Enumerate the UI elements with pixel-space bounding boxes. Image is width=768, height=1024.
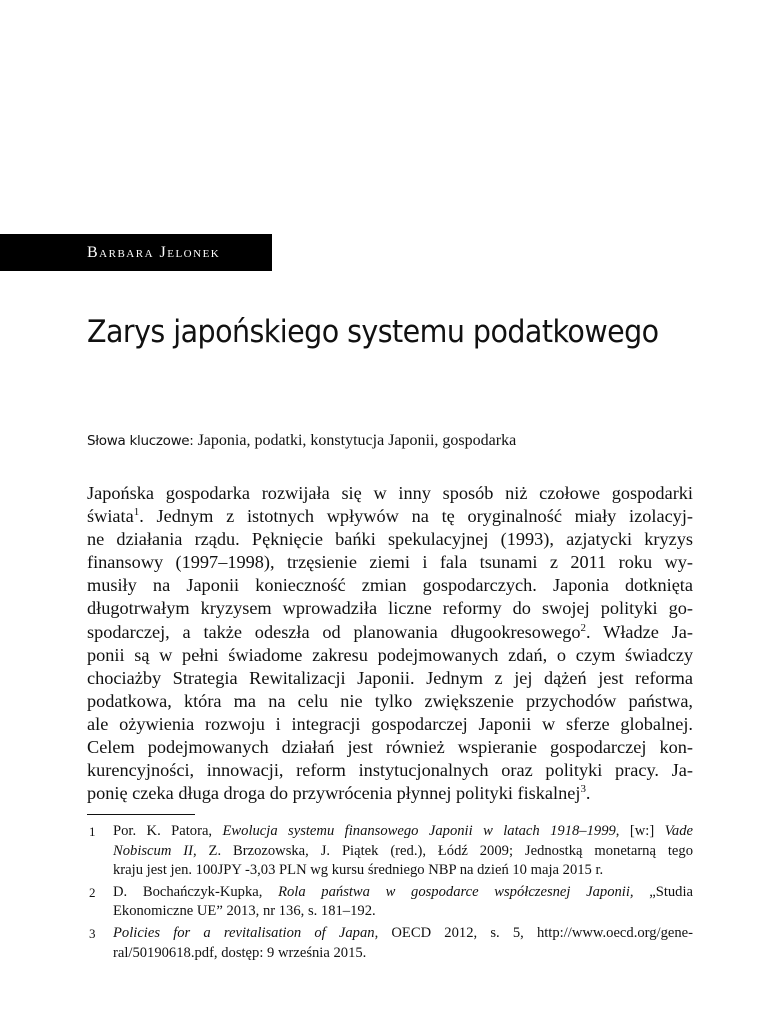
author-banner bbox=[0, 234, 272, 271]
footnote-ref: 2 bbox=[580, 621, 587, 634]
footnote-line: kraju jest jen. 100JPY -3,03 PLN wg kursu średniego NBP na dzień 10 maja 2015 r. bbox=[113, 862, 604, 879]
footnote bbox=[87, 883, 693, 922]
footnote-line: ral/50190618.pdf, dostęp: 9 września 2015. bbox=[113, 944, 367, 961]
footnote-ref: 3 bbox=[580, 783, 586, 796]
author-name: Barbara Jelonek bbox=[87, 243, 221, 261]
footnote-title: Vade bbox=[664, 823, 693, 839]
footnote-line bbox=[113, 924, 693, 944]
body-text-run: . bbox=[585, 783, 591, 804]
footnote-text: , Z. Brzozowska, J. Piątek (red.), Łódź 2009; Jednostką monetarną tego bbox=[193, 842, 693, 859]
keywords bbox=[87, 430, 707, 452]
body-text-run: spodarczej, a także odeszła od planowania długookresowego bbox=[87, 621, 581, 642]
body-line bbox=[87, 782, 693, 805]
footnote-text: , [w:] bbox=[615, 823, 665, 839]
footnotes bbox=[87, 822, 693, 965]
footnote-number: 3 bbox=[89, 925, 96, 941]
footnote-divider bbox=[87, 814, 195, 815]
body-line: podatkowa, która ma na celu nie tylko zwiększenie przychodów państwa, bbox=[87, 690, 693, 711]
body-line: finansowy (1997–1998), trzęsienie ziemi i fala tsunami z 2011 roku wy- bbox=[87, 552, 693, 573]
footnote-title: Nobiscum II bbox=[113, 842, 193, 859]
keywords-label: Słowa kluczowe: bbox=[87, 433, 194, 449]
footnote-text: Por. K. Patora, bbox=[113, 823, 223, 839]
footnote-text: „Studia bbox=[633, 883, 694, 900]
body-line bbox=[87, 505, 693, 528]
body-line: ne działania rządu. Pęknięcie bańki spekulacyjnej (1993), azjatycki kryzys bbox=[87, 529, 693, 550]
body-text-run: ponię czeka długa droga do przywrócenia płynnej polityki fiskalnej bbox=[87, 783, 581, 804]
body-line: długotrwałym kryzysem wprowadziła liczne reformy do swojej polityki go- bbox=[87, 598, 693, 619]
keywords-values: Japonia, podatki, konstytucja Japonii, gospodarka bbox=[197, 432, 517, 449]
footnote-title: Policies for a revitalisation of Japan bbox=[113, 924, 375, 941]
footnote-line: Ekonomiczne UE” 2013, nr 136, s. 181–192. bbox=[113, 903, 376, 920]
footnote-title: Rola państwa w gospodarce współczesnej Japonii, bbox=[278, 883, 634, 900]
body-line: kurencyjności, innowacji, reform instytucjonalnych oraz polityki pracy. Ja- bbox=[87, 760, 693, 781]
footnote-number: 1 bbox=[89, 824, 96, 839]
article-title: Zarys japońskiego systemu podatkowego bbox=[87, 314, 659, 350]
body-text-run: . Władze Ja- bbox=[586, 621, 694, 642]
body-line bbox=[87, 621, 693, 644]
footnote-line bbox=[113, 822, 693, 842]
body-line: chociażby Strategia Rewitalizacji Japonii. Jednym z jej dążeń jest reforma bbox=[87, 667, 693, 688]
body-text-run: . Jednym z istotnych wpływów na tę oryginalność miały izolacyj- bbox=[139, 506, 693, 527]
body-text-run: świata bbox=[87, 506, 134, 527]
body-line: ale ożywienia rozwoju i integracji gospodarczej Japonii w sferze globalnej. bbox=[87, 713, 693, 734]
footnote-ref: 1 bbox=[133, 506, 140, 518]
footnote-text: D. Bochańczyk-Kupka, bbox=[113, 883, 279, 900]
footnote bbox=[87, 924, 693, 963]
footnote-line bbox=[113, 883, 693, 903]
body-line: Japońska gospodarka rozwijała się w inny sposób niż czołowe gospodarki bbox=[87, 483, 693, 503]
footnote-number: 2 bbox=[89, 884, 96, 900]
body-line: Celem podejmowanych działań jest również wspieranie gospodarczej kon- bbox=[87, 737, 693, 758]
footnote-text: , OECD 2012, s. 5, http://www.oecd.org/gene- bbox=[374, 924, 693, 941]
footnote-title: Ewolucja systemu finansowego Japonii w latach 1918–1999 bbox=[222, 823, 616, 839]
body-paragraph bbox=[87, 482, 693, 805]
footnote-line bbox=[113, 842, 693, 862]
body-line: musiły na Japonii konieczność zmian gospodarczych. Japonia dotknięta bbox=[87, 575, 693, 596]
footnote bbox=[87, 822, 693, 881]
body-line: ponii są w pełni świadome zakresu podejmowanych zdań, o czym świadczy bbox=[87, 644, 693, 665]
